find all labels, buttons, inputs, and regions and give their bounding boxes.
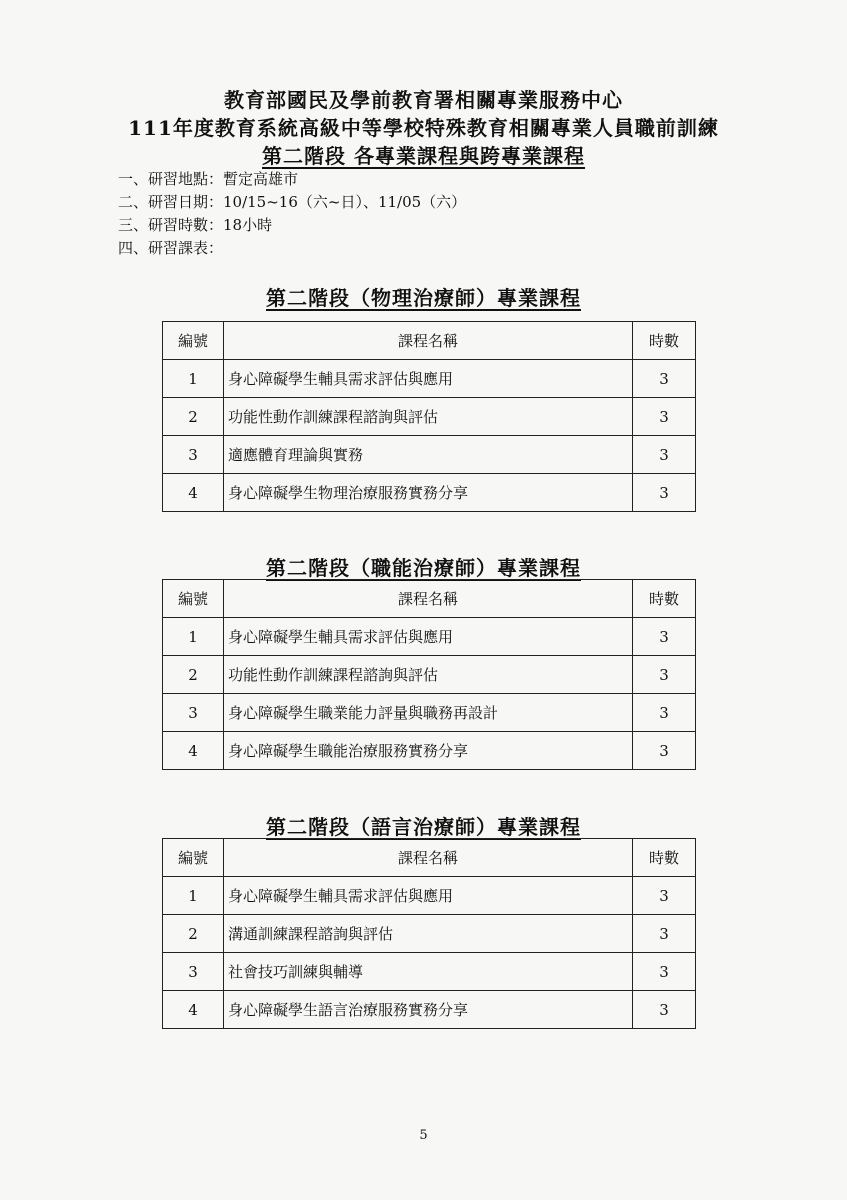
row-course-name: 身心障礙學生職業能力評量與職務再設計 (224, 694, 633, 732)
table-row (163, 877, 696, 915)
row-hours: 3 (633, 732, 696, 770)
table-row (163, 398, 696, 436)
row-course-name: 身心障礙學生輔具需求評估與應用 (224, 877, 633, 915)
header-course-name: 課程名稱 (224, 322, 633, 360)
row-course-name: 功能性動作訓練課程諮詢與評估 (224, 656, 633, 694)
row-num: 4 (163, 991, 224, 1029)
table-row (163, 618, 696, 656)
header-num: 編號 (163, 322, 224, 360)
row-hours: 3 (633, 694, 696, 732)
header-hours: 時數 (633, 839, 696, 877)
row-num: 2 (163, 398, 224, 436)
course-table-physical-therapy (162, 321, 696, 512)
header-course-name: 課程名稱 (224, 580, 633, 618)
table-header-row (163, 580, 696, 618)
header-num: 編號 (163, 580, 224, 618)
row-hours: 3 (633, 618, 696, 656)
table-row (163, 732, 696, 770)
row-num: 3 (163, 953, 224, 991)
page-number: 5 (419, 1128, 428, 1143)
course-table-speech-therapy (162, 838, 696, 1029)
table-row (163, 656, 696, 694)
row-course-name: 適應體育理論與實務 (224, 436, 633, 474)
row-hours: 3 (633, 915, 696, 953)
row-num: 4 (163, 474, 224, 512)
row-course-name: 身心障礙學生職能治療服務實務分享 (224, 732, 633, 770)
row-course-name: 身心障礙學生物理治療服務實務分享 (224, 474, 633, 512)
table-row (163, 915, 696, 953)
row-course-name: 溝通訓練課程諮詢與評估 (224, 915, 633, 953)
row-hours: 3 (633, 398, 696, 436)
table-row (163, 694, 696, 732)
table-row (163, 360, 696, 398)
row-course-name: 功能性動作訓練課程諮詢與評估 (224, 398, 633, 436)
row-num: 1 (163, 877, 224, 915)
table-row (163, 436, 696, 474)
info-location: 一、研習地點：暫定高雄市 (118, 170, 299, 188)
row-course-name: 身心障礙學生輔具需求評估與應用 (224, 360, 633, 398)
table-row (163, 474, 696, 512)
row-num: 2 (163, 915, 224, 953)
row-hours: 3 (633, 436, 696, 474)
section-title-physical-therapy: 第二階段（物理治療師）專業課程 (266, 286, 581, 310)
course-table-occupational-therapy (162, 579, 696, 770)
row-hours: 3 (633, 360, 696, 398)
header-training-title: 111年度教育系統高級中等學校特殊教育相關專業人員職前訓練 (128, 116, 719, 140)
info-hours: 三、研習時數：18小時 (118, 216, 273, 234)
row-num: 2 (163, 656, 224, 694)
row-course-name: 社會技巧訓練與輔導 (224, 953, 633, 991)
table-row (163, 991, 696, 1029)
info-dates: 二、研習日期：10/15~16（六~日）、11/05（六） (118, 193, 467, 211)
row-course-name: 身心障礙學生語言治療服務實務分享 (224, 991, 633, 1029)
row-num: 1 (163, 618, 224, 656)
row-course-name: 身心障礙學生輔具需求評估與應用 (224, 618, 633, 656)
header-hours: 時數 (633, 322, 696, 360)
row-hours: 3 (633, 656, 696, 694)
row-num: 1 (163, 360, 224, 398)
section-title-speech-therapy: 第二階段（語言治療師）專業課程 (266, 815, 581, 839)
section-title-occupational-therapy: 第二階段（職能治療師）專業課程 (266, 556, 581, 580)
header-course-name: 課程名稱 (224, 839, 633, 877)
header-num: 編號 (163, 839, 224, 877)
table-header-row (163, 322, 696, 360)
info-schedule-label: 四、研習課表： (118, 239, 224, 257)
row-num: 3 (163, 436, 224, 474)
header-stage-title: 第二階段 各專業課程與跨專業課程 (262, 144, 585, 168)
table-row (163, 953, 696, 991)
row-hours: 3 (633, 474, 696, 512)
row-hours: 3 (633, 991, 696, 1029)
header-hours: 時數 (633, 580, 696, 618)
table-header-row (163, 839, 696, 877)
row-num: 3 (163, 694, 224, 732)
header-organization: 教育部國民及學前教育署相關專業服務中心 (224, 88, 623, 112)
row-hours: 3 (633, 877, 696, 915)
training-info (118, 168, 466, 260)
row-hours: 3 (633, 953, 696, 991)
row-num: 4 (163, 732, 224, 770)
